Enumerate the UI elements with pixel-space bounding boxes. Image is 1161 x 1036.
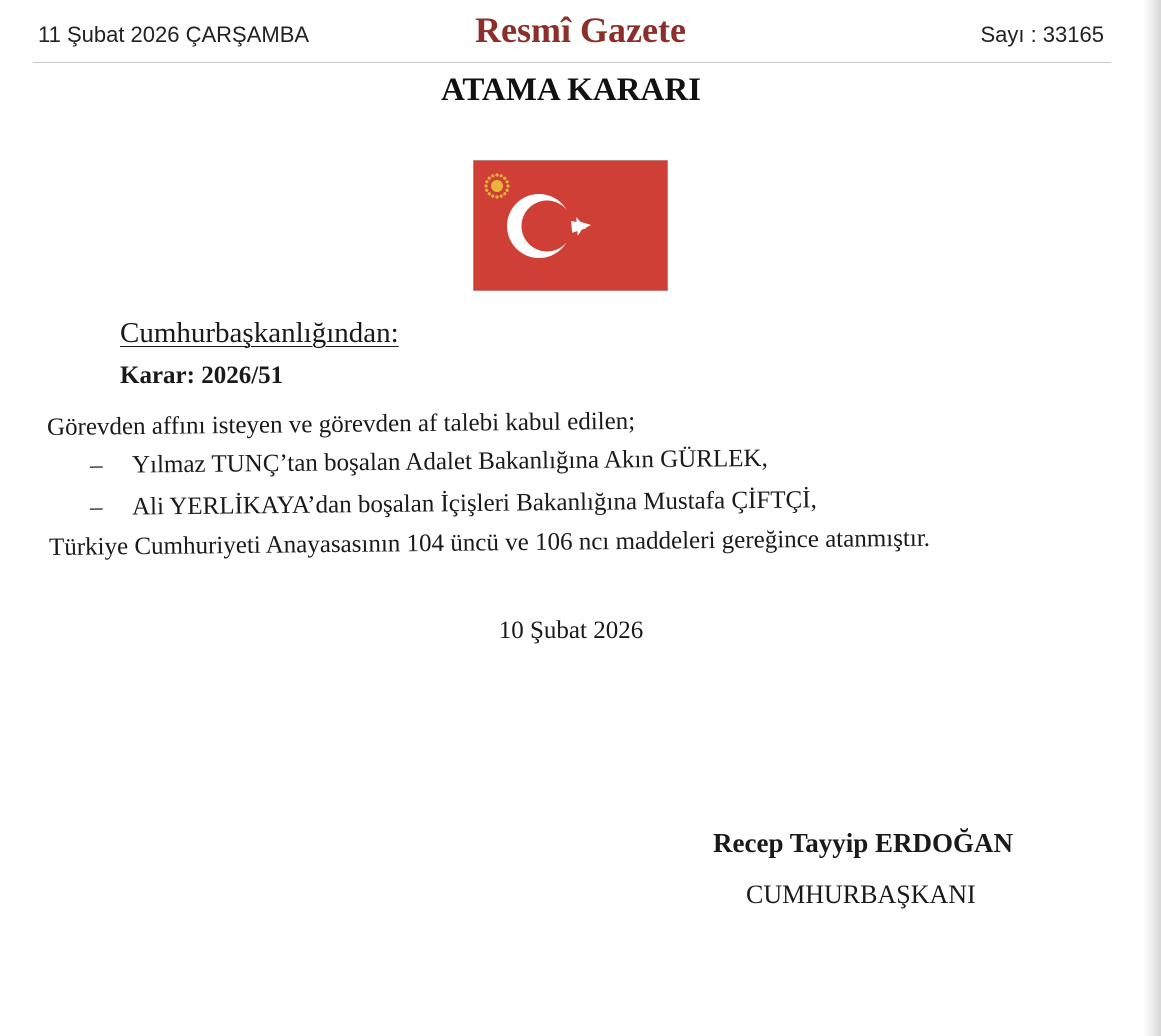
seal-star — [495, 195, 498, 198]
document-title: ATAMA KARARI — [440, 72, 702, 108]
body-outro: Türkiye Cumhuriyeti Anayasasının 104 üncü ve 106 ncı maddeleri gereğince atanmıştır. — [48, 524, 931, 561]
seal-star — [500, 174, 503, 177]
issue-number: Sayı : 33165 — [980, 22, 1104, 47]
list-item — [90, 445, 768, 480]
seal-star — [484, 184, 487, 187]
page-edge-shadow — [1143, 0, 1161, 1036]
seal-star — [491, 174, 494, 177]
seal-star — [506, 189, 509, 192]
seal-star — [488, 192, 491, 195]
seal-star — [500, 195, 503, 198]
turkish-flag-icon — [473, 160, 668, 291]
signer-name: Recep Tayyip ERDOĞAN — [713, 828, 1014, 858]
signer-title: CUMHURBAŞKANI — [746, 880, 976, 909]
decision-date: 10 Şubat 2026 — [498, 617, 644, 644]
seal-star — [506, 184, 509, 187]
list-item — [90, 486, 817, 522]
body-intro: Görevden affını isteyen ve görevden af talebi kabul edilen; — [46, 407, 636, 441]
seal-star — [485, 189, 488, 192]
list-item-text: Ali YERLİKAYA’dan boşalan İçişleri Bakanlığına Mustafa ÇİFTÇİ, — [131, 486, 817, 521]
seal-star — [506, 180, 509, 183]
seal-star — [495, 173, 498, 176]
issuer-heading: Cumhurbaşkanlığından: — [120, 317, 399, 349]
decision-number: Karar: 2026/51 — [120, 362, 284, 389]
seal-star — [488, 177, 491, 180]
seal-star — [503, 192, 506, 195]
publication-date: 11 Şubat 2026 ÇARŞAMBA — [38, 22, 310, 47]
header-divider — [33, 62, 1111, 63]
seal-star — [485, 180, 488, 183]
seal-star — [491, 195, 494, 198]
seal-star — [503, 177, 506, 180]
list-item-text: Yılmaz TUNÇ’tan boşalan Adalet Bakanlığına Akın GÜRLEK, — [131, 444, 768, 479]
list-bullet: – — [89, 493, 103, 521]
list-bullet: – — [89, 451, 103, 479]
masthead-title: Resmî Gazete — [475, 10, 686, 50]
